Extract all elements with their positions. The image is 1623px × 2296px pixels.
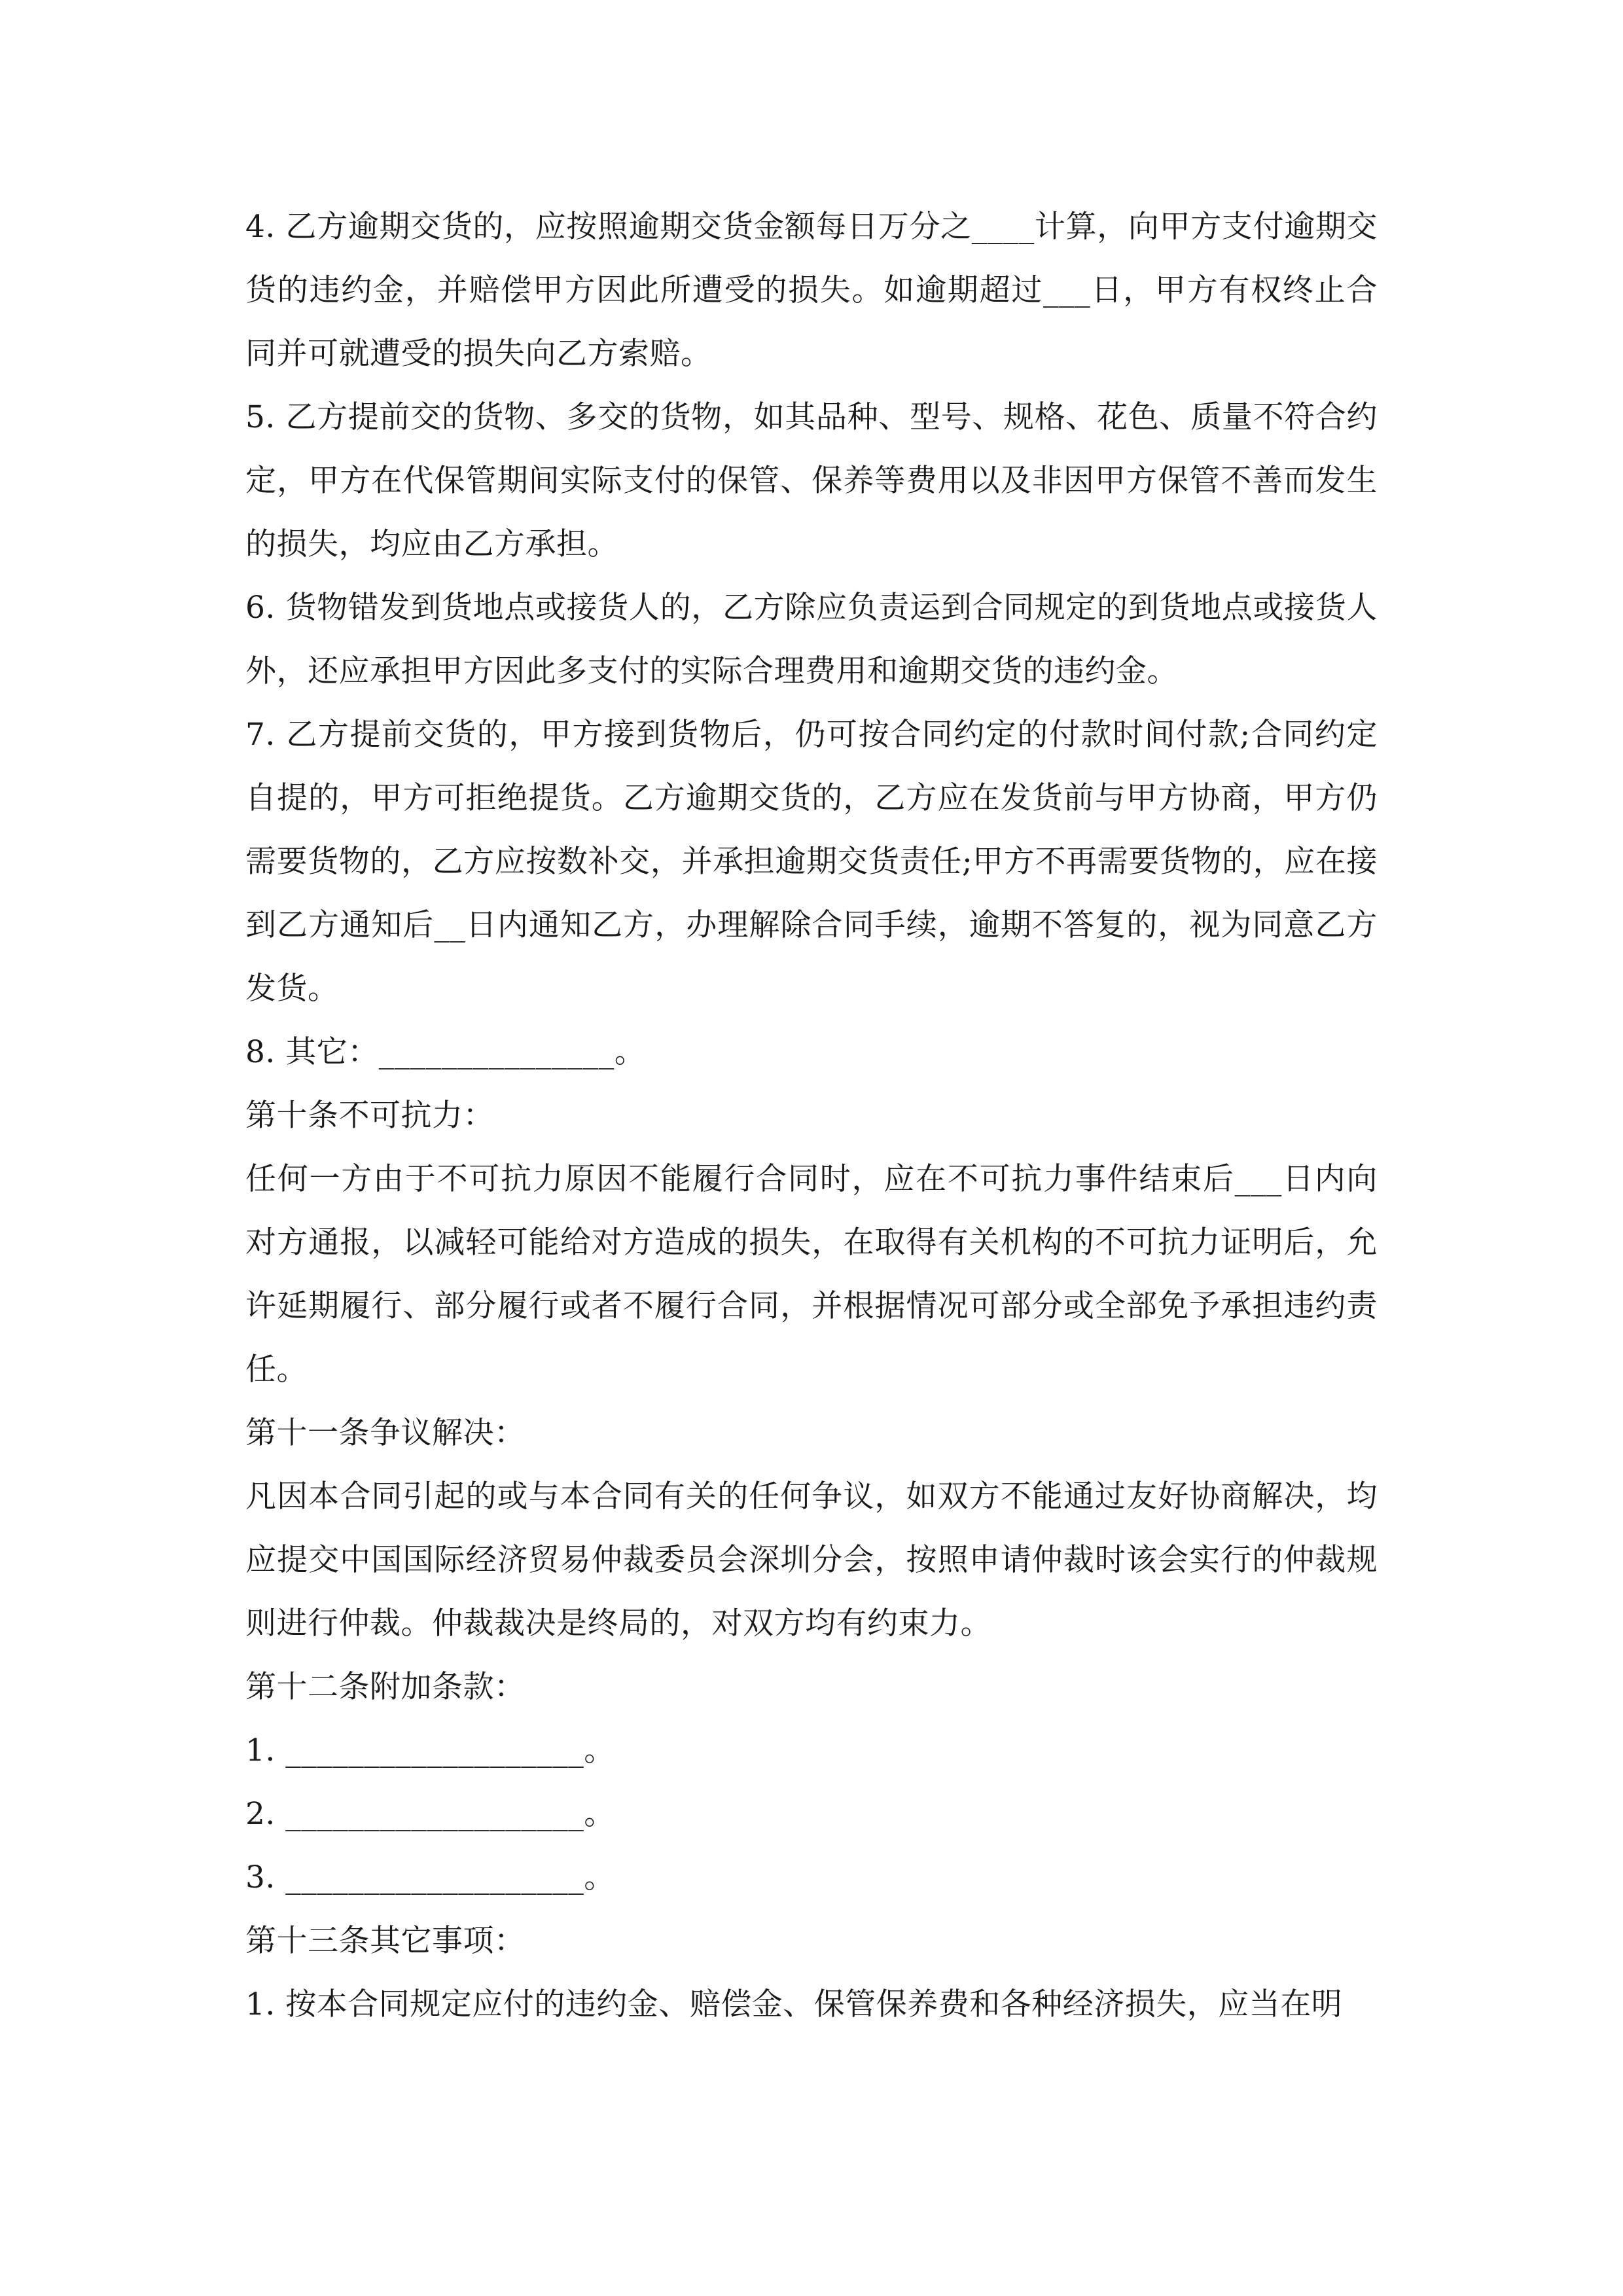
article-11-heading: 第十一条争议解决： (245, 1415, 526, 1451)
document-body (245, 195, 1378, 2036)
clause-6-misdelivery: 6. 货物错发到货地点或接货人的，乙方除应负责运到合同规定的到货地点或接货人外，还应承担甲方因此多支付的实际合理费用和逾期交货的违约金。 (245, 590, 1378, 689)
clause-7-early-delivery: 7. 乙方提前交货的，甲方接到货物后，仍可按合同约定的付款时间付款;合同约定自提的，甲方可拒绝提货。乙方逾期交货的，乙方应在发货前与甲方协商，甲方仍需要货物的，乙方应按数补交，并承担逾期交货责任;甲方不再需要货物的，应在接到乙方通知后__日内通知乙方，办理解除合同手续，逾期不答复的，视为同意乙方发货。 (245, 717, 1378, 1007)
clause-8-other: 8. 其它：_______________。 (245, 1034, 646, 1070)
article-12-item-3: 3. ___________________。 (245, 1859, 615, 1895)
clause-4-late-delivery: 4. 乙方逾期交货的，应按照逾期交货金额每日万分之____计算，向甲方支付逾期交货的违约金，并赔偿甲方因此所遭受的损失。如逾期超过___日，甲方有权终止合同并可就遭受的损失向乙方索赔。 (245, 209, 1378, 372)
article-10-heading: 第十条不可抗力： (245, 1098, 494, 1134)
article-12-item-2: 2. ___________________。 (245, 1796, 615, 1832)
article-12-heading: 第十二条附加条款： (245, 1669, 526, 1705)
article-13-item-1: 1. 按本合同规定应付的违约金、赔偿金、保管保养费和各种经济损失，应当在明 (245, 1986, 1343, 2022)
article-11-body: 凡因本合同引起的或与本合同有关的任何争议，如双方不能通过友好协商解决，均应提交中国国际经济贸易仲裁委员会深圳分会，按照申请仲裁时该会实行的仲裁规则进行仲裁。仲裁裁决是终局的，对双方均有约束力。 (245, 1479, 1378, 1641)
article-13-heading: 第十三条其它事项： (245, 1923, 526, 1959)
article-12-item-1: 1. ___________________。 (245, 1732, 615, 1768)
article-10-body: 任何一方由于不可抗力原因不能履行合同时，应在不可抗力事件结束后___日内向对方通报，以减轻可能给对方造成的损失，在取得有关机构的不可抗力证明后，允许延期履行、部分履行或者不履行合同，并根据情况可部分或全部免予承担违约责任。 (245, 1161, 1378, 1388)
clause-5-early-extra-goods: 5. 乙方提前交的货物、多交的货物，如其品种、型号、规格、花色、质量不符合约定，甲方在代保管期间实际支付的保管、保养等费用以及非因甲方保管不善而发生的损失，均应由乙方承担。 (245, 399, 1378, 562)
